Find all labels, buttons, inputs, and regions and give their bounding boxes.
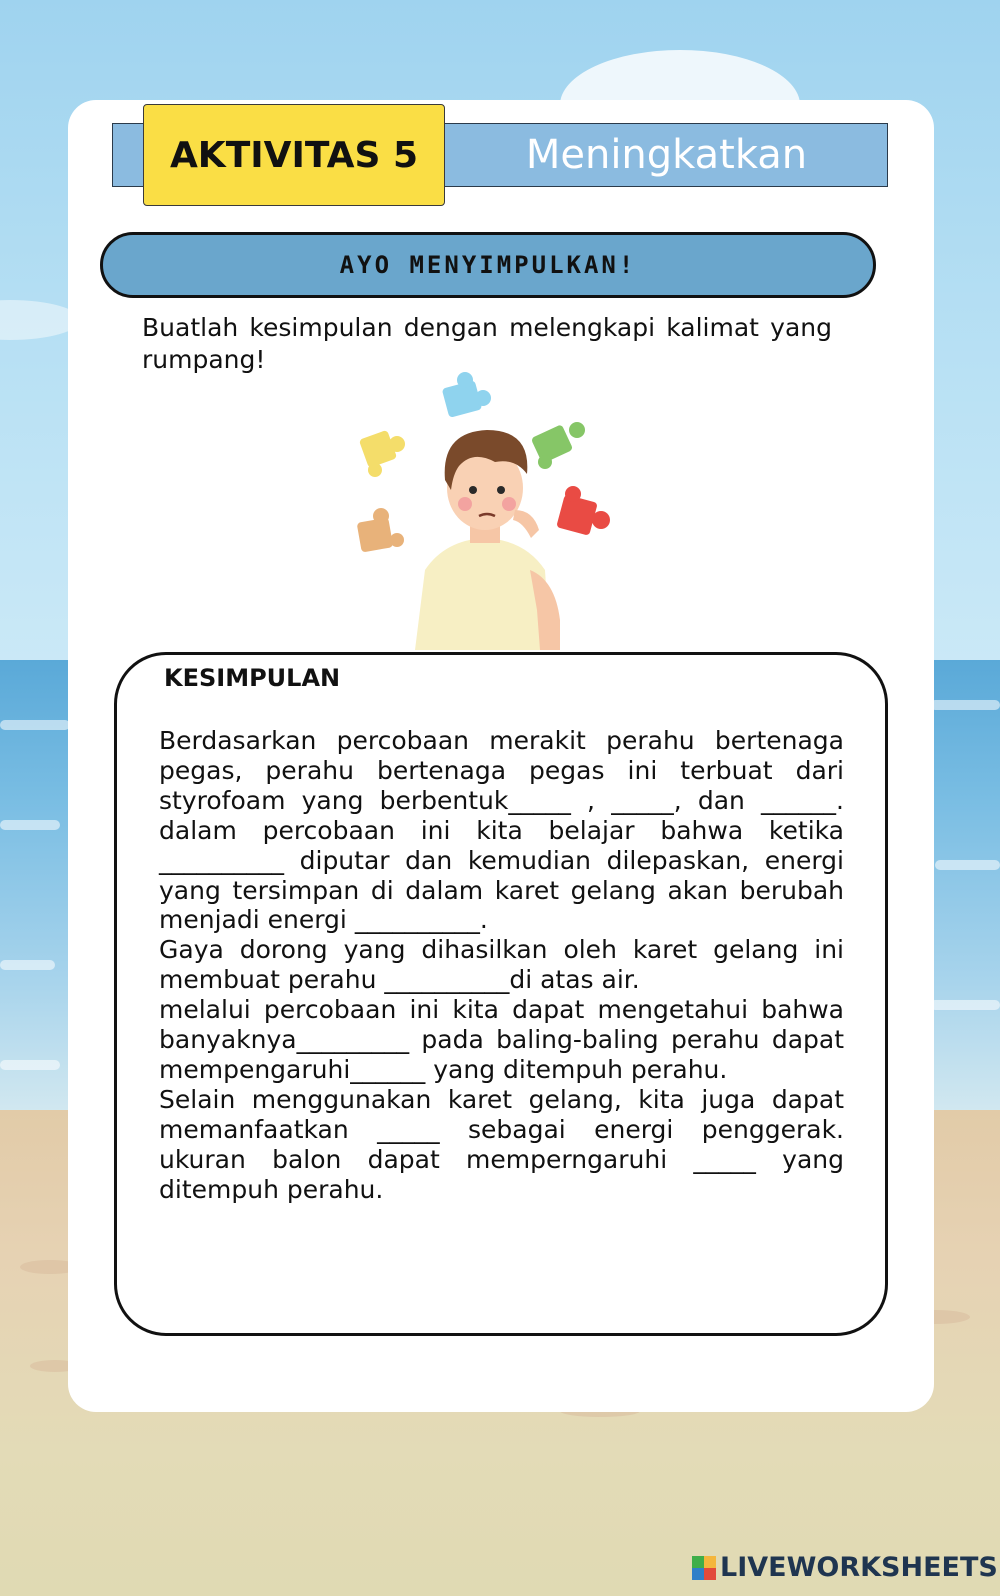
liveworksheets-logo-icon (692, 1556, 716, 1580)
activity-tag: AKTIVITAS 5 (143, 104, 445, 206)
instruction-text: Buatlah kesimpulan dengan melengkapi kalimat yang rumpang! (142, 313, 832, 374)
puzzle-piece-icon (357, 508, 404, 553)
wave (0, 720, 70, 730)
brand-name: LIVEWORKSHEETS (720, 1552, 998, 1583)
puzzle-piece-icon (442, 372, 491, 418)
puzzle-piece-icon (556, 486, 610, 536)
header-title: Meningkatkan (525, 132, 808, 178)
wave (0, 960, 55, 970)
conclusion-paragraph: melalui percobaan ini kita dapat mengetahui bahwa banyaknya_________ pada baling-baling perahu dapat mempengaruhi______ yang ditempuh perahu. (159, 995, 844, 1084)
puzzle-piece-icon (531, 422, 585, 469)
wave (935, 860, 1000, 870)
conclusion-paragraph: Gaya dorong yang dihasilkan oleh karet gelang ini membuat perahu __________di atas air. (159, 935, 844, 995)
puzzle-piece-icon (359, 430, 405, 477)
conclusion-paragraph: Berdasarkan percobaan merakit perahu bertenaga pegas, perahu bertenaga pegas ini terbuat dari styrofoam yang berbentuk_____ , _____, dan ______. dalam percobaan ini kita belajar bahwa ketika __________ diputar dan kemudian dilepaskan, energi yang tersimpan di dalam karet gelang akan berubah menjadi energi __________. (159, 726, 844, 935)
section-heading: AYO MENYIMPULKAN! (100, 232, 876, 298)
thinking-boy-puzzle-icon (355, 370, 635, 650)
liveworksheets-logo (692, 1552, 998, 1583)
wave (930, 700, 1000, 710)
conclusion-title: KESIMPULAN (164, 664, 341, 692)
wave (0, 1060, 60, 1070)
conclusion-text (159, 726, 844, 1205)
conclusion-paragraph: Selain menggunakan karet gelang, kita juga dapat memanfaatkan _____ sebagai energi penggerak. ukuran balon dapat memperngaruhi _____ yang ditempuh perahu. (159, 1084, 844, 1204)
wave (0, 820, 60, 830)
wave (930, 1000, 1000, 1010)
